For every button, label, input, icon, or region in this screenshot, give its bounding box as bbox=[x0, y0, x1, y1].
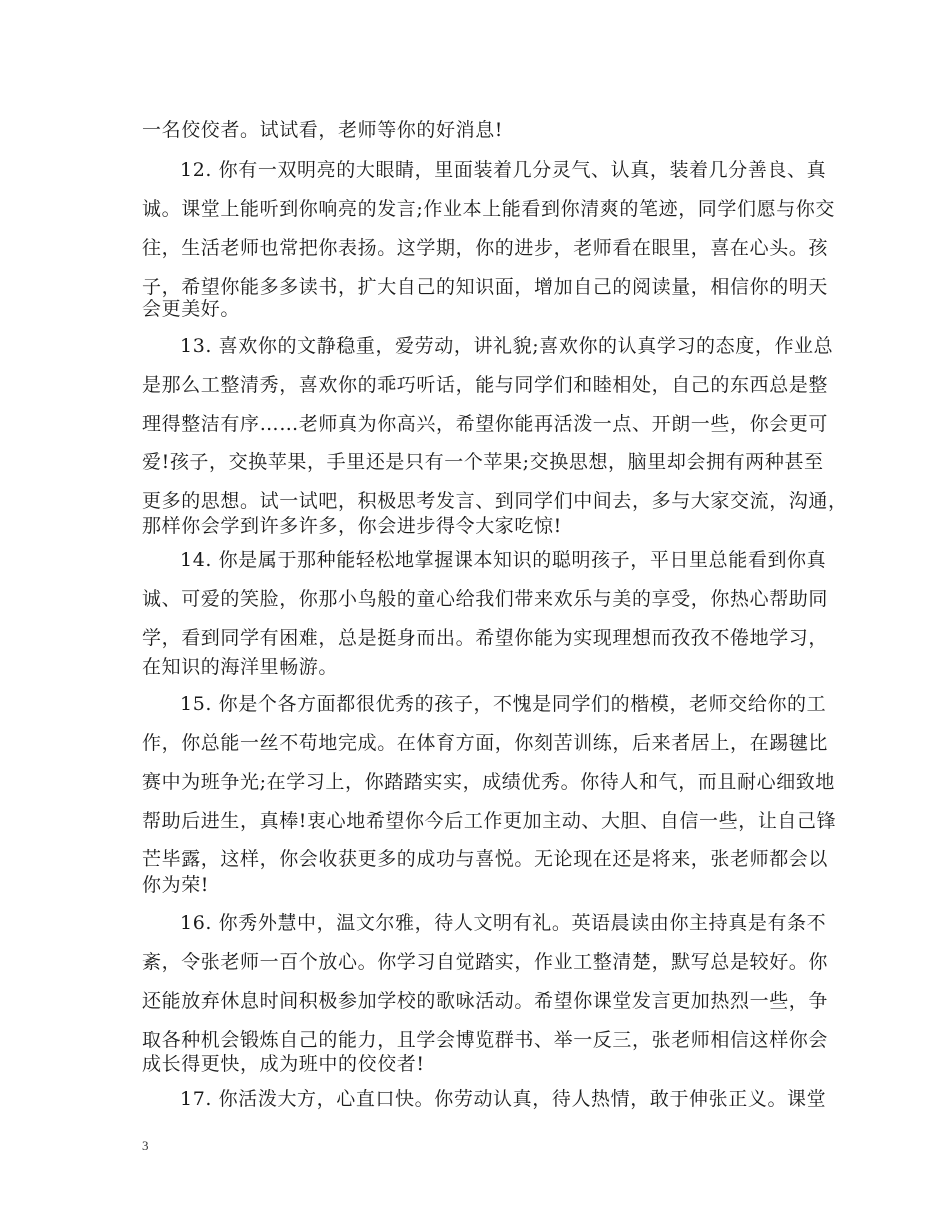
text-line: 取各种机会锻炼自己的能力，且学会博览群书、举一反三，张老师相信这样你会 bbox=[142, 1029, 829, 1051]
text-line: 会更美好。 bbox=[142, 298, 241, 320]
text-line: 你为荣! bbox=[142, 874, 210, 896]
text-line: 子，希望你能多多读书，扩大自己的知识面，增加自己的阅读量，相信你的明天 bbox=[142, 276, 829, 298]
text-line: 作，你总能一丝不苟地完成。在体育方面，你刻苦训练，后来者居上，在踢毽比 bbox=[142, 732, 829, 754]
text-line: 紊，令张老师一百个放心。你学习自觉踏实，作业工整清楚，默写总是较好。你 bbox=[142, 951, 829, 973]
paragraph-13-first-line: 13. 喜欢你的文静稳重，爱劳动，讲礼貌;喜欢你的认真学习的态度，作业总 bbox=[180, 335, 834, 357]
paragraph-12-first-line: 12. 你有一双明亮的大眼睛，里面装着几分灵气、认真，装着几分善良、真 bbox=[180, 159, 827, 181]
text-line: 理得整洁有序……老师真为你高兴，希望你能再活泼一点、开朗一些，你会更可 bbox=[142, 413, 829, 435]
paragraph-17-first-line: 17. 你活泼大方，心直口快。你劳动认真，待人热情，敢于伸张正义。课堂 bbox=[180, 1088, 827, 1110]
text-line: 还能放弃休息时间积极参加学校的歌咏活动。希望你课堂发言更加热烈一些，争 bbox=[142, 990, 829, 1012]
text-line: 诚。课堂上能听到你响亮的发言;作业本上能看到你清爽的笔迹，同学们愿与你交 bbox=[142, 198, 836, 220]
text-line: 一名佼佼者。试试看，老师等你的好消息! bbox=[142, 119, 504, 141]
paragraph-16-first-line: 16. 你秀外慧中，温文尔雅，待人文明有礼。英语晨读由你主持真是有条不 bbox=[180, 912, 827, 934]
page-number: 3 bbox=[142, 1138, 149, 1153]
text-line: 更多的思想。试一试吧，积极思考发言、到同学们中间去，多与大家交流，沟通， bbox=[142, 490, 848, 512]
text-line: 那样你会学到许多许多，你会进步得令大家吃惊! bbox=[142, 515, 562, 537]
text-line: 在知识的海洋里畅游。 bbox=[142, 656, 339, 678]
paragraph-15-first-line: 15. 你是个各方面都很优秀的孩子，不愧是同学们的楷模，老师交给你的工 bbox=[180, 693, 827, 715]
text-line: 诚、可爱的笑脸，你那小鸟般的童心给我们带来欢乐与美的享受，你热心帮助同 bbox=[142, 588, 829, 610]
text-line: 是那么工整清秀，喜欢你的乖巧听话，能与同学们和睦相处，自己的东西总是整 bbox=[142, 374, 829, 396]
text-line: 爱!孩子，交换苹果，手里还是只有一个苹果;交换思想，脑里却会拥有两种甚至 bbox=[142, 451, 824, 473]
text-line: 成长得更快，成为班中的佼佼者! bbox=[142, 1053, 425, 1075]
text-line: 学，看到同学有困难，总是挺身而出。希望你能为实现理想而孜孜不倦地学习， bbox=[142, 627, 829, 649]
text-line: 帮助后进生，真棒!衷心地希望你今后工作更加主动、大胆、自信一些，让自己锋 bbox=[142, 810, 837, 832]
text-line: 芒毕露，这样，你会收获更多的成功与喜悦。无论现在还是将来，张老师都会以 bbox=[142, 848, 829, 870]
text-line: 赛中为班争光;在学习上，你踏踏实实，成绩优秀。你待人和气，而且耐心细致地 bbox=[142, 771, 836, 793]
paragraph-14-first-line: 14. 你是属于那种能轻松地掌握课本知识的聪明孩子，平日里总能看到你真 bbox=[180, 549, 827, 571]
text-line: 往，生活老师也常把你表扬。这学期，你的进步，老师看在眼里，喜在心头。孩 bbox=[142, 237, 829, 259]
